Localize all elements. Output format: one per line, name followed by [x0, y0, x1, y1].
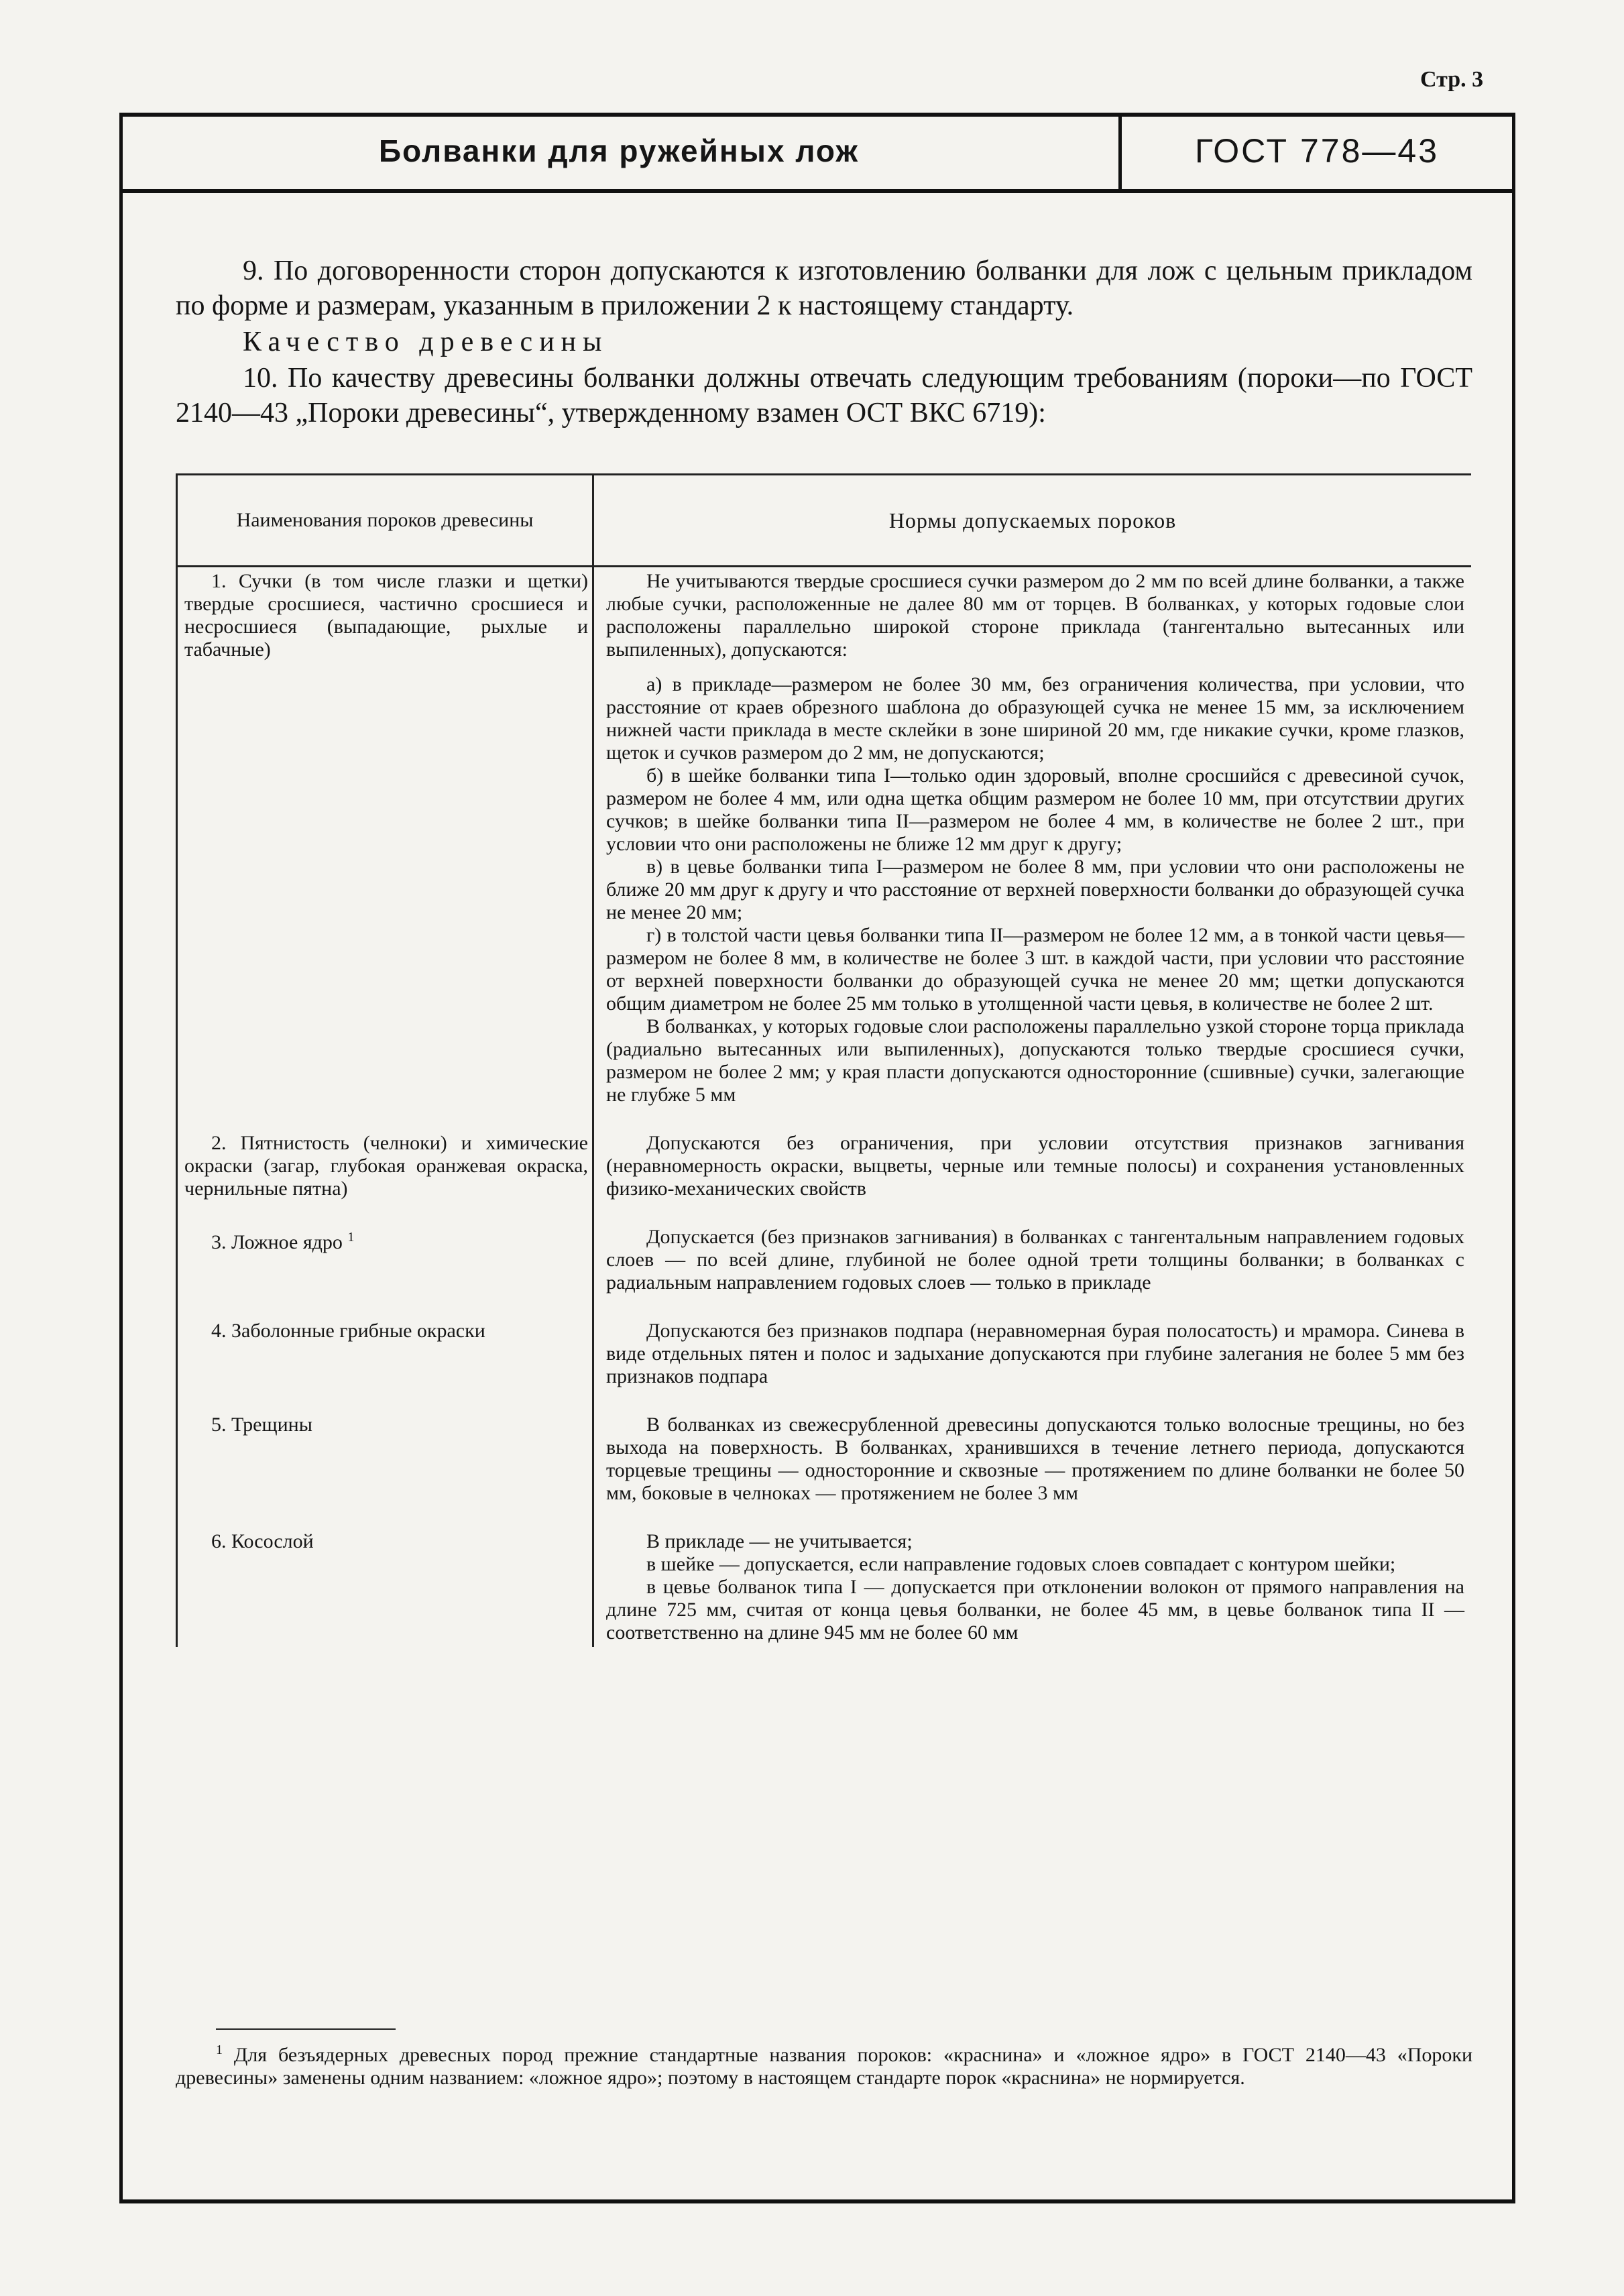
norm-text: Допускается (без признаков загнивания) в болванках с тангентальным направлением годовых слоев — по всей длине, глубиной не более одной трети толщины болванки; в болванках с радиальным направлением годовых слоев — только в прикладе: [606, 1226, 1464, 1294]
norm-text: б) в шейке болванки типа I—только один здоровый, вполне сросшийся с древесиной сучок, размером не более 4 мм, или одна щетка общим размером не более 10 мм, при отсутствии других сучков; в шейке болванки типа II—размером не более 4 мм, в количестве не более 2 шт., при условии что они расположены не ближе 12 мм друг к другу;: [606, 764, 1464, 855]
paragraph-10: 10. По качеству древесины болванки должны отвечать следующим требованиям (пороки—по ГОСТ 2140—43 „Пороки древесины“, утвержденному взамен ОСТ ВКС 6719):: [176, 363, 1472, 428]
norm-text: Допускаются без ограничения, при условии отсутствия признаков загнивания (неравномерность окраски, выцветы, черные или темные полосы) и сохранения установленных физико-механических свойств: [606, 1132, 1464, 1200]
page-number: Стр. 3: [1420, 67, 1484, 92]
paragraph-9: 9. По договоренности сторон допускаются к изготовлению болванки для лож с цельным прикладом по форме и размерам, указанным в приложении 2 к настоящему стандарту.: [176, 255, 1472, 321]
table-row: [177, 1411, 1472, 1507]
table-row: [177, 1528, 1472, 1647]
standard-code: ГОСТ 778—43: [1194, 132, 1440, 170]
norm-text: г) в толстой части цевья болванки типа II—размером не более 12 мм, а в тонкой части цевья—размером не более 8 мм, в количестве не более 3 шт. в каждой части, при условии что расстояние от верхней поверхности болванки до образующей сучка не менее 20 мм; щетки допускаются общим диаметром не более 25 мм только в утолщенной части цевья, в количестве не более 2 шт.: [606, 924, 1464, 1015]
table-row: [177, 567, 1472, 1110]
footnote-marker: 1: [216, 2043, 223, 2057]
defect-name: 2. Пятнистость (челноки) и химические окраски (загар, глубокая оранжевая окраска, чернильные пятна): [184, 1132, 588, 1200]
defect-name: 4. Заболонные грибные окраски: [211, 1320, 485, 1342]
defect-name: 1. Сучки (в том числе глазки и щетки) твердые сросшиеся, частично сросшиеся и несросшиеся (выпадающие, рыхлые и табачные): [184, 570, 588, 661]
norm-text: а) в прикладе—размером не более 30 мм, без ограничения количества, при условии, что расстояние от краев обрезного шаблона до образующей сучка не менее 15 мм, за исключением нижней части приклада в месте склейки в зоне шириной 20 мм, где никакие сучки, кроме глазков, щеток и сучков размером до 2 мм, не допускаются;: [606, 673, 1464, 764]
footnote: [176, 2039, 1472, 2089]
table-row: [177, 1129, 1472, 1203]
norm-text: Не учитываются твердые сросшиеся сучки размером до 2 мм по всей длине болванки, а также любые сучки, расположенные не далее 80 мм от торцев. В болванках, у которых годовые слои расположены параллельно широкой стороне приклада (тангентально вытесанных или выпиленных), допускаются:: [606, 570, 1464, 661]
defect-name: 5. Трещины: [211, 1414, 312, 1436]
table-row: [177, 1317, 1472, 1391]
norm-text: В прикладе — не учитывается;: [646, 1530, 913, 1552]
footnote-divider: [216, 2028, 396, 2030]
norm-text: в) в цевье болванки типа I—размером не более 8 мм, при условии что они расположены не ближе 20 мм друг к другу и что расстояние от верхней поверхности болванки до образующей сучка не менее 20 мм;: [606, 856, 1464, 923]
defect-name: 3. Ложное ядро: [211, 1231, 343, 1253]
norm-text: В болванках, у которых годовые слои расположены параллельно узкой стороне торца приклада (радиально вытесанных или выпиленных), допускаются только твердые сросшиеся сучки, размером не более 2 мм; у края пласти допускаются односторонние (сшивные) сучки, залегающие не глубже 5 мм: [606, 1015, 1464, 1106]
norm-text: В болванках из свежесрубленной древесины допускаются только волосные трещины, но без выхода на поверхность. В болванках, хранившихся в течение летнего периода, допускаются торцевые трещины — односторонние и сквозные — протяжением по длине болванки не более 50 мм, боковые в челноках — протяжением не более 3 мм: [606, 1414, 1464, 1504]
document-header: [119, 113, 1515, 193]
table-row: [177, 1223, 1472, 1297]
column-header-norms: Нормы допускаемых пороков: [593, 475, 1472, 567]
document-title: Болванки для ружейных лож: [378, 133, 860, 168]
section-heading-wood-quality: Качество древесины: [243, 327, 609, 357]
norm-text: в шейке — допускается, если направление годовых слоев совпадает с контуром шейки;: [646, 1553, 1396, 1575]
footnote-text: Для безъядерных древесных пород прежние стандартные названия пороков: «краснина» и «ложное ядро» в ГОСТ 2140—43 «Пороки древесины» заменены одним названием: «ложное ядро»; поэтому в настоящем стандарте порок «краснина» не нормируется.: [176, 2044, 1472, 2089]
norm-text: Допускаются без признаков подпара (неравномерная бурая полосатость) и мрамора. Синева в виде отдельных пятен и полос и задыхание допускаются при глубине залегания не более 5 мм без признаков подпара: [606, 1320, 1464, 1387]
column-header-defect-name: Наименования пороков древесины: [177, 475, 593, 567]
defect-name: 6. Косослой: [211, 1530, 314, 1552]
table-header-row: [177, 475, 1472, 567]
defects-table: [176, 473, 1471, 1647]
norm-text: в цевье болванок типа I — допускается при отклонении волокон от прямого направления на длине 725 мм, считая от конца цевья болванки, не более 45 мм, в цевье болванок типа II — соответственно на длине 945 мм не более 60 мм: [606, 1576, 1464, 1644]
footnote-marker: 1: [347, 1230, 355, 1245]
